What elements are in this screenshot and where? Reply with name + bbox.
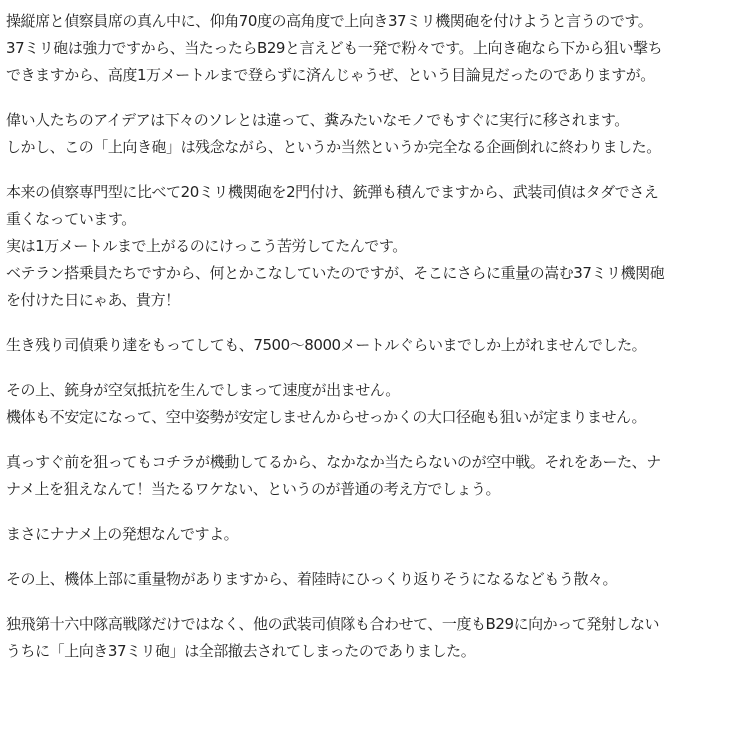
paragraph-altitude-limit xyxy=(6,332,745,359)
paragraph-upward-cannon-plan xyxy=(6,8,745,89)
text-line: 機体も不安定になって、空中姿勢が安定しませんからせっかくの大口径砲も狙いが定まりません。 xyxy=(6,408,647,426)
text-line: 本来の偵察専門型に比べて20ミリ機関砲を2門付け、銃弾も積んでますから、武装司偵はタダでさえ xyxy=(6,183,659,201)
paragraph-air-resistance xyxy=(6,377,745,431)
paragraph-plan-failure xyxy=(6,107,745,161)
text-line: その上、機体上部に重量物がありますから、着陸時にひっくり返りそうになるなどもう散々。 xyxy=(6,570,618,588)
text-line: しかし、この「上向き砲」は残念ながら、というか当然というか完全なる企画倒れに終わりました。 xyxy=(6,138,661,156)
paragraph-removal xyxy=(6,611,745,665)
text-line: 操縦席と偵察員席の真ん中に、仰角70度の高角度で上向き37ミリ機関砲を付けようと言うのです。 xyxy=(6,12,653,30)
text-line: その上、銃身が空気抵抗を生んでしまって速度が出ません。 xyxy=(6,381,400,399)
text-line: 37ミリ砲は強力ですから、当たったらB29と言えども一発で粉々です。上向き砲なら下から狙い撃ち xyxy=(6,39,663,57)
text-line: 実は1万メートルまで上がるのにけっこう苦労してたんです。 xyxy=(6,237,407,255)
text-line: ベテラン搭乗員たちですから、何とかこなしていたのですが、そこにさらに重量の嵩む37ミリ機関砲 xyxy=(6,264,665,282)
text-line: できますから、高度1万メートルまで登らずに済んじゃうぜ、という目論見だったのでありますが。 xyxy=(6,66,655,84)
text-line: 偉い人たちのアイデアは下々のソレとは違って、糞みたいなモノでもすぐに実行に移されます。 xyxy=(6,111,629,129)
paragraph-diagonal-idea xyxy=(6,521,745,548)
text-line: うちに「上向き37ミリ砲」は全部撤去されてしまったのでありました。 xyxy=(6,642,476,660)
text-line: まさにナナメ上の発想なんですよ。 xyxy=(6,525,239,543)
text-line: を付けた日にゃあ、貴方！ xyxy=(6,291,180,309)
paragraph-aiming-difficulty xyxy=(6,449,745,503)
paragraph-weight-problem xyxy=(6,179,745,314)
text-line: 独飛第十六中隊高戦隊だけではなく、他の武装司偵隊も合わせて、一度もB29に向かって発射しない xyxy=(6,615,660,633)
text-line: 重くなっています。 xyxy=(6,210,136,228)
paragraph-landing-problem xyxy=(6,566,745,593)
text-line: 生き残り司偵乗り達をもってしても、7500～8000メートルぐらいまでしか上がれませんでした。 xyxy=(6,336,647,354)
text-line: ナメ上を狙えなんて！当たるワケない、というのが普通の考え方でしょう。 xyxy=(6,480,501,498)
text-line: 真っすぐ前を狙ってもコチラが機動してるから、なかなか当たらないのが空中戦。それをあーた、ナ xyxy=(6,453,661,471)
